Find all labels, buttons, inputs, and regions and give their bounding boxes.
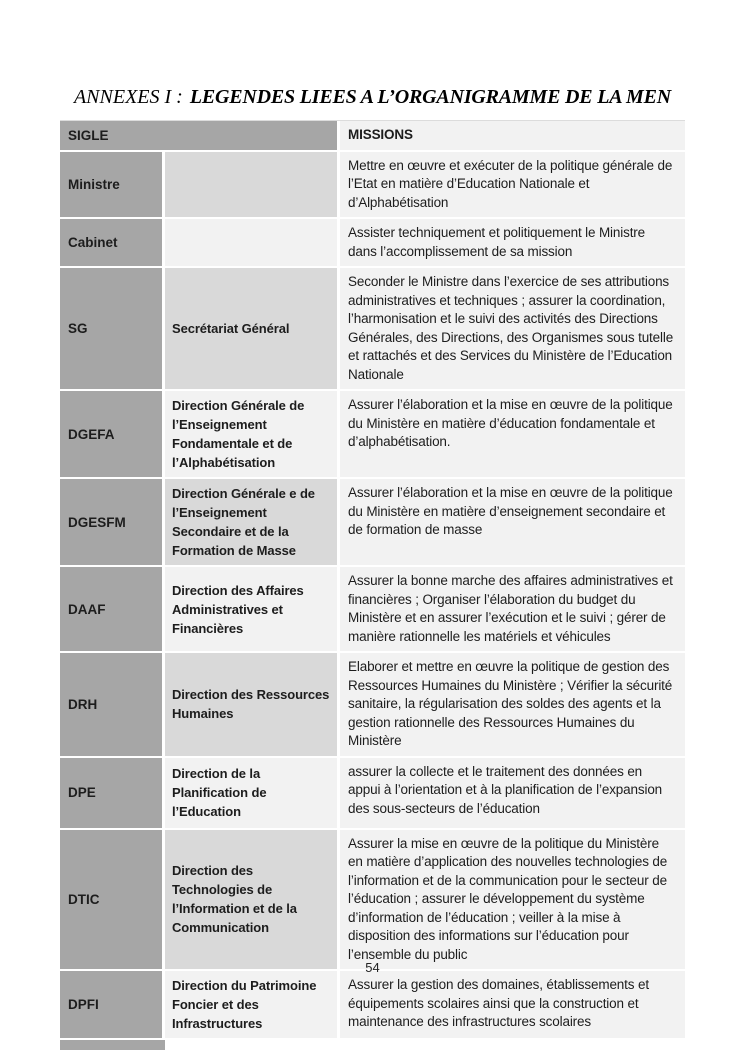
mission-cell: Assurer l’élaboration et la mise en œuvre de la politique du Ministère en matière d’enseignement secondaire et de formation de masse [340,479,685,567]
name-cell [165,219,340,268]
sigle-cell: Ministre [60,152,165,220]
mission-cell: Mettre en œuvre et exécuter de la politique générale de l’Etat en matière d’Education Nationale et d’Alphabétisation [340,152,685,220]
mission-cell: Elaborer et mettre en œuvre la politique de gestion des Ressources Humaines du Ministère ; Vérifier la sécurité sanitaire, la régularisation des soldes des agents et la gestion rationnelle des Ressources Humaines du Ministère [340,653,685,758]
mission-cell: Assurer la mise en œuvre de la politique du Ministère en matière d’application des nouvelles technologies de l’information et de la communication pour le secteur de l’éducation ; assurer le développement du système d’information de l’éducation ; veiller à la mise à disposition des informations sur l’éducation pour l’ensemble du public [340,830,685,972]
name-cell: Direction des Ressources Humaines [165,653,340,758]
sigle-cell: DRH [60,653,165,758]
table-row [60,479,685,567]
name-cell: Direction Générale de l’Enseignement Fondamentale et de l’Alphabétisation [165,391,340,479]
name-cell: Direction des Technologies de l’Information et de la Communication [165,830,340,972]
sigle-cell: DPFI [60,971,165,1040]
name-cell: Direction Générale e de l’Enseignement Secondaire et de la Formation de Masse [165,479,340,567]
mission-cell: Seconder le Ministre dans l’exercice de ses attributions administratives et techniques ; assurer la coordination, l’harmonisation et le suivi des activités des Directions Générales, des Directions, des Organismes sous tutelle et rattachés et des Services du Ministère de l’Education Nationale [340,268,685,391]
table-row [60,152,685,220]
legend-table [60,120,685,1040]
name-cell: Direction des Affaires Administratives et Financières [165,567,340,653]
table-row [60,391,685,479]
table-row [60,971,685,1040]
mission-cell: Assurer la gestion des domaines, établissements et équipements scolaires ainsi que la construction et maintenance des infrastructures scolaires [340,971,685,1040]
name-cell: Direction de la Planification de l’Education [165,758,340,830]
sigle-cell: DTIC [60,830,165,972]
header-sigle: SIGLE [60,121,340,152]
sigle-cell: DPE [60,758,165,830]
table-row [60,219,685,268]
name-cell: Secrétariat Général [165,268,340,391]
page-title [0,86,745,109]
sigle-cell: Cabinet [60,219,165,268]
sigle-cell: SG [60,268,165,391]
mission-cell: Assister techniquement et politiquement le Ministre dans l’accomplissement de sa mission [340,219,685,268]
title-prefix: ANNEXES I : [73,86,183,108]
sigle-cell: DAAF [60,567,165,653]
page-number: 54 [365,960,380,975]
mission-cell: Assurer la bonne marche des affaires administratives et financières ; Organiser l’élaboration du budget du Ministère et en assurer l’exécution et le suivi ; gérer de manière rationnelle les matériels et véhicules [340,567,685,653]
mission-cell: assurer la collecte et le traitement des données en appui à l’orientation et à la planification de l’expansion des sous-secteurs de l’éducation [340,758,685,830]
mission-cell: Assurer l’élaboration et la mise en œuvre de la politique du Ministère en matière d’éducation fondamentale et d’alphabétisation. [340,391,685,479]
table-header-row [60,121,685,152]
table-row [60,653,685,758]
sigle-cell: DGEFA [60,391,165,479]
table-row [60,758,685,830]
table-row [60,268,685,391]
table-body [60,152,685,1041]
title-main: LEGENDES LIEES A L’ORGANIGRAMME DE LA MEN [189,86,672,108]
table-row [60,830,685,972]
name-cell: Direction du Patrimoine Foncier et des Infrastructures [165,971,340,1040]
sigle-cell: DGESFM [60,479,165,567]
name-cell [165,152,340,220]
table-row [60,567,685,653]
header-missions: MISSIONS [340,121,685,152]
